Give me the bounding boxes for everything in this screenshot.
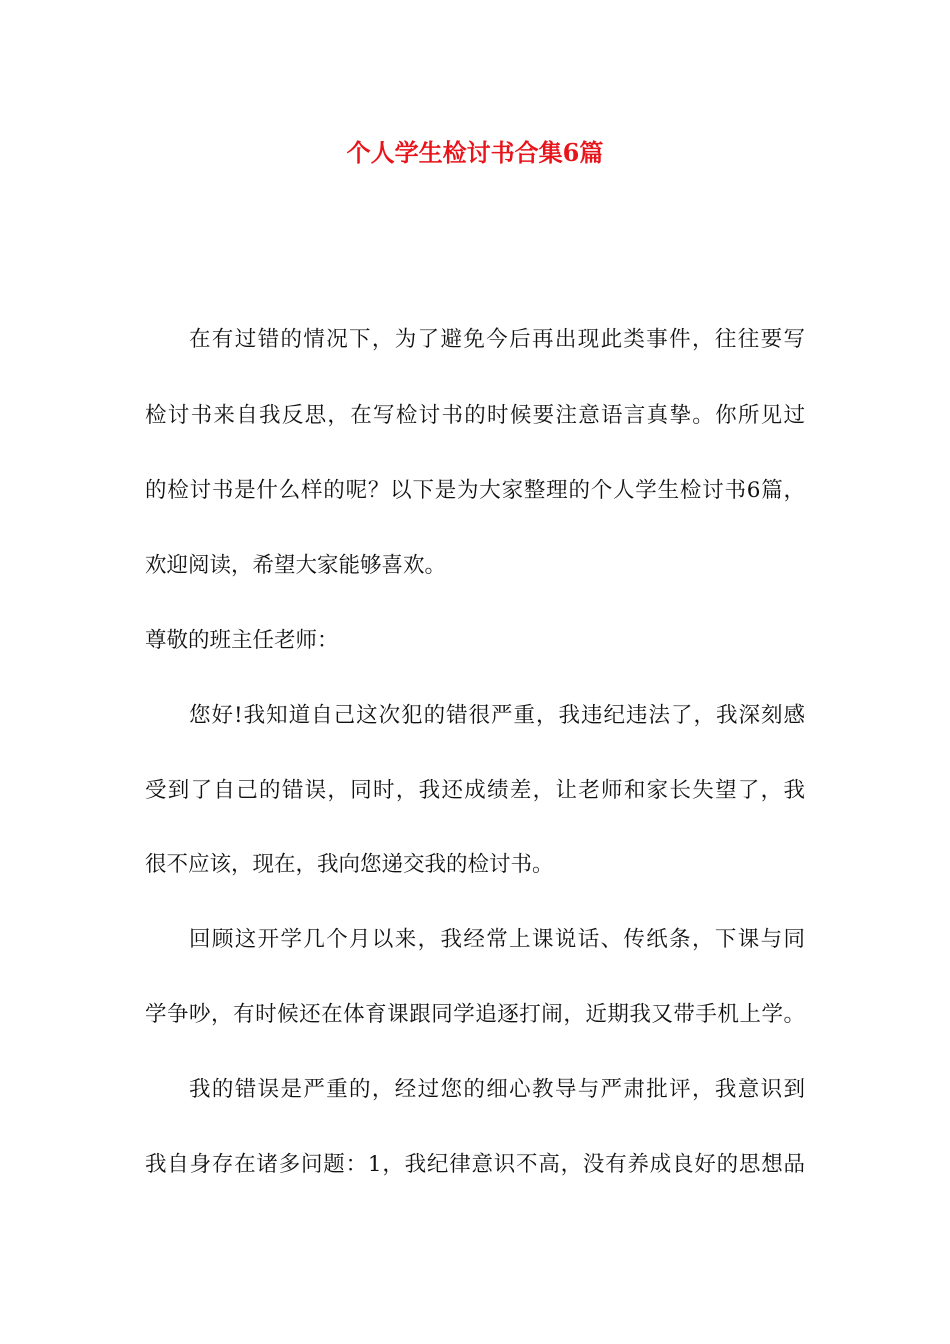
paragraph-line: 检讨书来自我反思，在写检讨书的时候要注意语言真挚。你所见过 (145, 403, 805, 428)
salutation: 尊敬的班主任老师： (145, 628, 339, 653)
paragraph-line: 我的错误是严重的，经过您的细心教导与严肃批评，我意识到 (189, 1077, 805, 1102)
document-title: 个人学生检讨书合集6篇 (346, 138, 604, 167)
paragraph-line: 学争吵，有时候还在体育课跟同学追逐打闹，近期我又带手机上学。 (145, 1002, 805, 1027)
paragraph-line: 的检讨书是什么样的呢？以下是为大家整理的个人学生检讨书6篇， (145, 478, 805, 503)
paragraph-line: 在有过错的情况下，为了避免今后再出现此类事件，往往要写 (189, 327, 805, 352)
paragraph-line: 受到了自己的错误，同时，我还成绩差，让老师和家长失望了，我 (145, 778, 805, 803)
paragraph-line: 回顾这开学几个月以来，我经常上课说话、传纸条，下课与同 (189, 927, 805, 952)
paragraph-line: 我自身存在诸多问题：1，我纪律意识不高，没有养成良好的思想品 (145, 1152, 805, 1177)
paragraph-line: 欢迎阅读，希望大家能够喜欢。 (145, 553, 447, 578)
paragraph-line: 很不应该，现在，我向您递交我的检讨书。 (145, 852, 554, 877)
paragraph-line: 您好!我知道自己这次犯的错很严重，我违纪违法了，我深刻感 (189, 703, 805, 728)
